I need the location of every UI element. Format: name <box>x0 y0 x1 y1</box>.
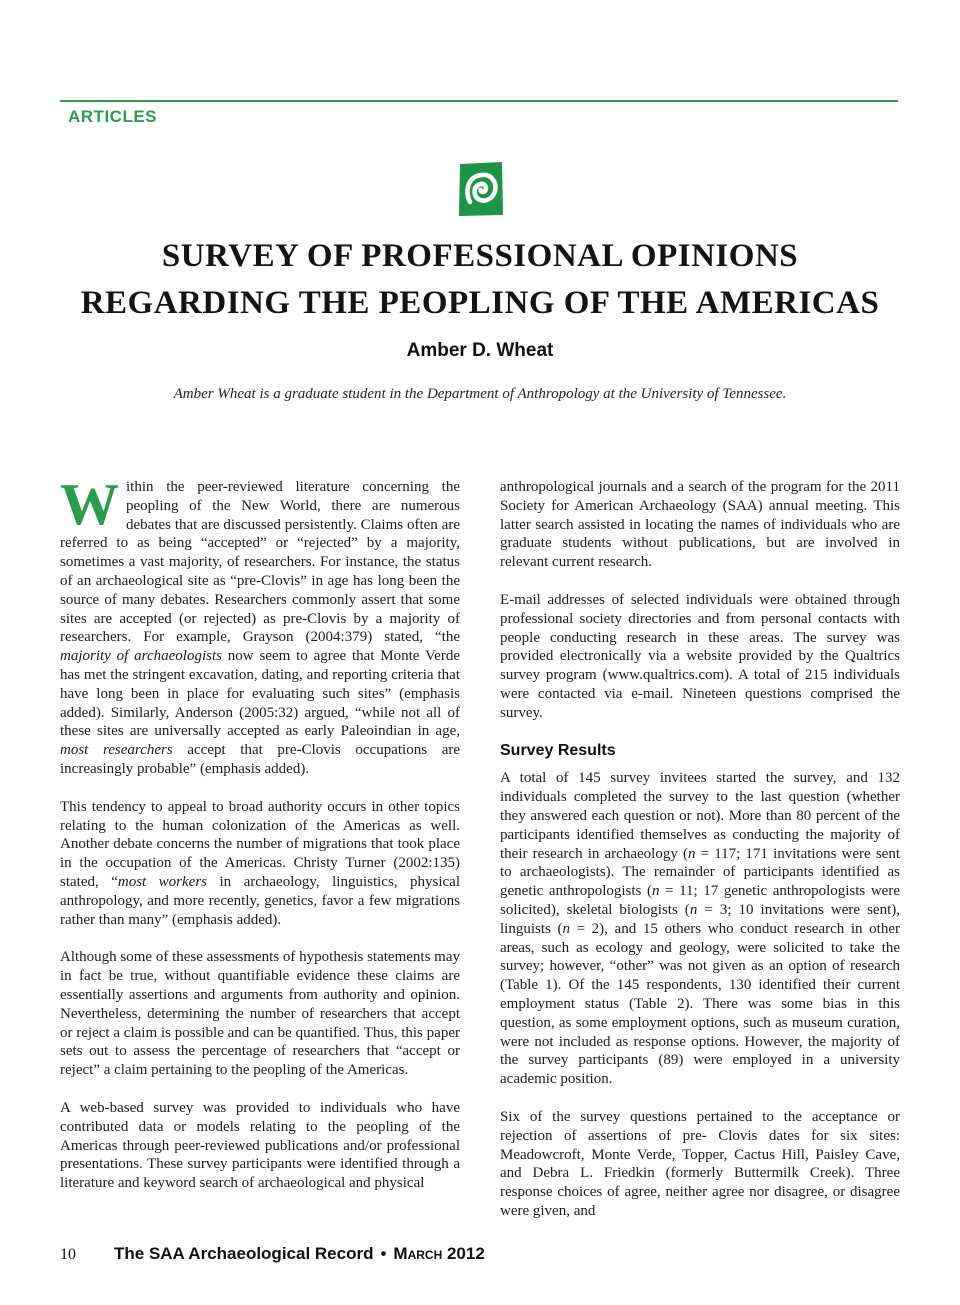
author-affiliation: Amber Wheat is a graduate student in the Department of Anthropology at the University of Tennessee. <box>173 386 787 402</box>
title-line-2: REGARDING THE PEOPLING OF THE AMERICAS <box>80 285 880 321</box>
footer-separator: • <box>380 1244 387 1263</box>
paragraph: Although some of these assessments of hypothesis statements may in fact be true, without quantifiable evidence these claims are essentially assertions and arguments from authority and opinion. Nevertheless, determining the number of researchers that accept or reject a claim is possible and can be quantified. Thus, this paper sets out to assess the percentage of researchers that “accept or reject” a claim pertaining to the peopling of the Americas. <box>60 949 460 1079</box>
title-line-1: SURVEY OF PROFESSIONAL OPINIONS <box>161 238 799 274</box>
saa-logo <box>458 161 504 217</box>
section-label: ARTICLES <box>68 107 157 126</box>
page-number: 10 <box>60 1246 76 1263</box>
survey-results-heading: Survey Results <box>500 741 616 759</box>
paragraph: A web-based survey was provided to individuals who have contributed data or models relating to the peopling of the Americas through peer-reviewed publications and/or professional presentations. These survey participants were identified through a literature and keyword search of archaeological and physical <box>60 1099 460 1192</box>
spiral-logo-icon <box>458 161 504 217</box>
article-title <box>0 233 960 327</box>
paragraph: A total of 145 survey invitees started the survey, and 132 individuals completed the survey to the last question (whether they answered each question or not). More than 80 percent of the participants identified themselves as conducting the majority of their research in archaeology (n = 117; 171 invitations were sent to archaeologists). The remainder of participants identified as genetic anthropologists (n = 11; 17 genetic anthropologists were solicited), skeletal biologists (n = 3; 10 invitations were sent), linguists (n = 2), and 15 others who conduct research in other areas, such as ecology and geology, were solicited to take the survey; however, “other” was not given as an option of research (Table 1). Of the 145 respondents, 130 identified their current employment status (Table 2). There was some bias in this question, as some employment options, such as museum curation, were not included as response options. However, the majority of the survey participants (89) were employed in a university academic position. <box>500 770 900 1088</box>
left-column <box>60 471 461 1221</box>
paragraph: E-mail addresses of selected individuals were obtained through professional society directories and from personal contacts with people conducting research in these areas. The survey was provided electronically via a website provided by the Qualtrics survey program (www.qualtrics.com). A total of 215 individuals were contacted via e-mail. Nineteen questions comprised the survey. <box>500 591 900 721</box>
right-column <box>500 478 900 1221</box>
journal-line <box>114 1244 485 1264</box>
paragraph-text: ithin the peer-reviewed literature concerning the peopling of the New World, there are numerous debates that are discussed persistently. Claims often are referred to as being “accepted” or “rejected” by a majority, sometimes a vast majority, of researchers. For instance, the status of an archaeological site as “pre-Clovis” in age has long been the source of many debates. Researchers commonly assert that some sites are accepted (or rejected) as pre-Clovis by a majority of researchers. For example, Grayson (2004:379) stated, “the majority of archaeologists now seem to agree that Monte Verde has met the stringent excavation, dating, and reporting criteria that have long been in place for evaluating such sites” (emphasis added). Similarly, Anderson (2005:32) argued, “while not all of these sites are universally accepted as early Paleoindian in age, most researchers accept that pre-Clovis occupations are increasingly probable” (emphasis added). <box>60 479 461 777</box>
paragraph: anthropological journals and a search of the program for the 2011 Society for American Archaeology (SAA) annual meeting. This latter search assisted in locating the names of individuals who are graduate students without publications, but are involved in relevant current research. <box>500 479 900 571</box>
issue-date: March 2012 <box>393 1244 485 1263</box>
author-name: Amber D. Wheat <box>406 340 554 361</box>
paragraph: Six of the survey questions pertained to the acceptance or rejection of assertions of pre- Clovis dates for six sites: Meadowcroft, Monte Verde, Topper, Cactus Hill, Paisley Cave, and Debra L. Friedkin (formerly Buttermilk Creek). Three response choices of agree, neither agree nor disagree, or disagree were given, and <box>500 1108 900 1219</box>
drop-cap: W <box>60 471 119 537</box>
article-body <box>60 471 900 1221</box>
header-rule <box>60 100 898 102</box>
opening-paragraph <box>60 471 461 779</box>
journal-name: The SAA Archaeological Record <box>114 1244 374 1263</box>
paragraph: This tendency to appeal to broad authority occurs in other topics relating to the human colonization of the Americas as well. Another debate concerns the number of migrations that took place in the occupation of the Americas. Christy Turner (2002:135) stated, “most workers in archaeology, linguistics, physical anthropology, and more recently, genetics, favor a few migrations rather than many” (emphasis added). <box>60 798 460 928</box>
page-footer <box>60 1244 485 1264</box>
